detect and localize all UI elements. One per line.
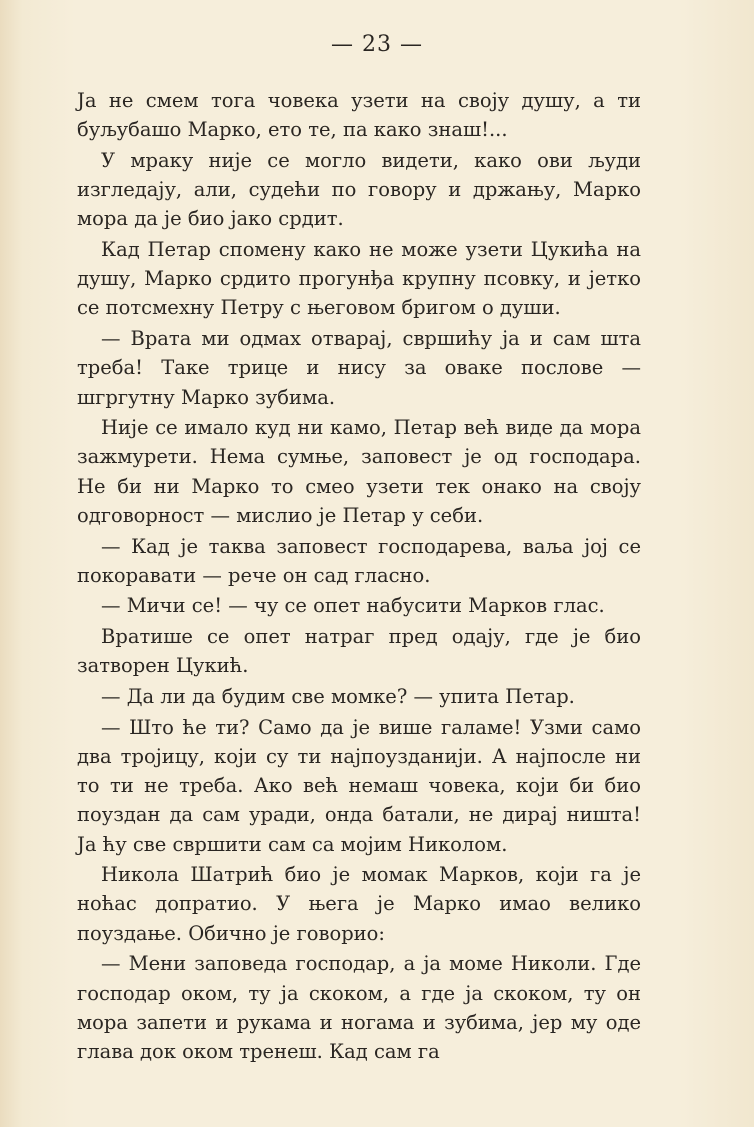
text-body: [77, 86, 641, 1068]
paragraph: — Да ли да будим све момке? — упита Петар.: [101, 685, 575, 709]
paragraph: У мраку није се могло видети, како ови људи изгледају, али, судећи по говору и држању, Марко мора да је био јако срдит.: [77, 148, 641, 231]
paragraph: — Што ће ти? Само да је више галаме! Узми само два тројицу, који су ти најпоузданији. А најпосле ни то ти не треба. Ако већ немаш човека, који би био поуздан да сам уради, онда батали, не дирај ништа! Ја ћу све свршити сам са мојим Николом.: [77, 715, 641, 856]
paragraph: — Мичи се! — чу се опет набусити Марков глас.: [101, 594, 605, 618]
paragraph: Вратише се опет натраг пред одају, где је био затворен Цукић.: [77, 625, 641, 678]
paragraph: — Врата ми одмах отварај, свршићу ја и сам шта треба! Таке трице и нису за оваке послове — шгргутну Марко зубима.: [77, 327, 641, 409]
paragraph: Ја не смем тога човека узети на своју душу, а ти буљубашо Марко, ето те, па како знаш!...: [77, 89, 641, 142]
paragraph: Никола Шатрић био је момак Марков, који га је ноћас допратио. У њега је Марко имао велико поуздање. Обично је говорио:: [77, 863, 641, 945]
paragraph: — Мени заповеда господар, а ја моме Николи. Где господар оком, ту ја скоком, а где ја скоком, ту он мора запети и рукама и ногама и зубима, јер му оде глава док оком тренеш. Кад сам га: [77, 952, 641, 1063]
paragraph: — Кад је таква заповест господарева, ваља јој се покоравати — рече он сад гласно.: [77, 534, 641, 587]
paragraph: Није се имало куд ни камо, Петар већ виде да мора зажмурети. Нема сумње, заповест је од господара. Не би ни Марко то смео узети тек онако на своју одговорност — мислио је Петар у себи.: [77, 416, 641, 527]
paragraph: Кад Петар спомену како не може узети Цукића на душу, Марко срдито прогунђа крупну псовку, и јетко се потсмехну Петру с његовом бригом о души.: [77, 238, 641, 320]
page-number: — 23 —: [331, 32, 423, 57]
